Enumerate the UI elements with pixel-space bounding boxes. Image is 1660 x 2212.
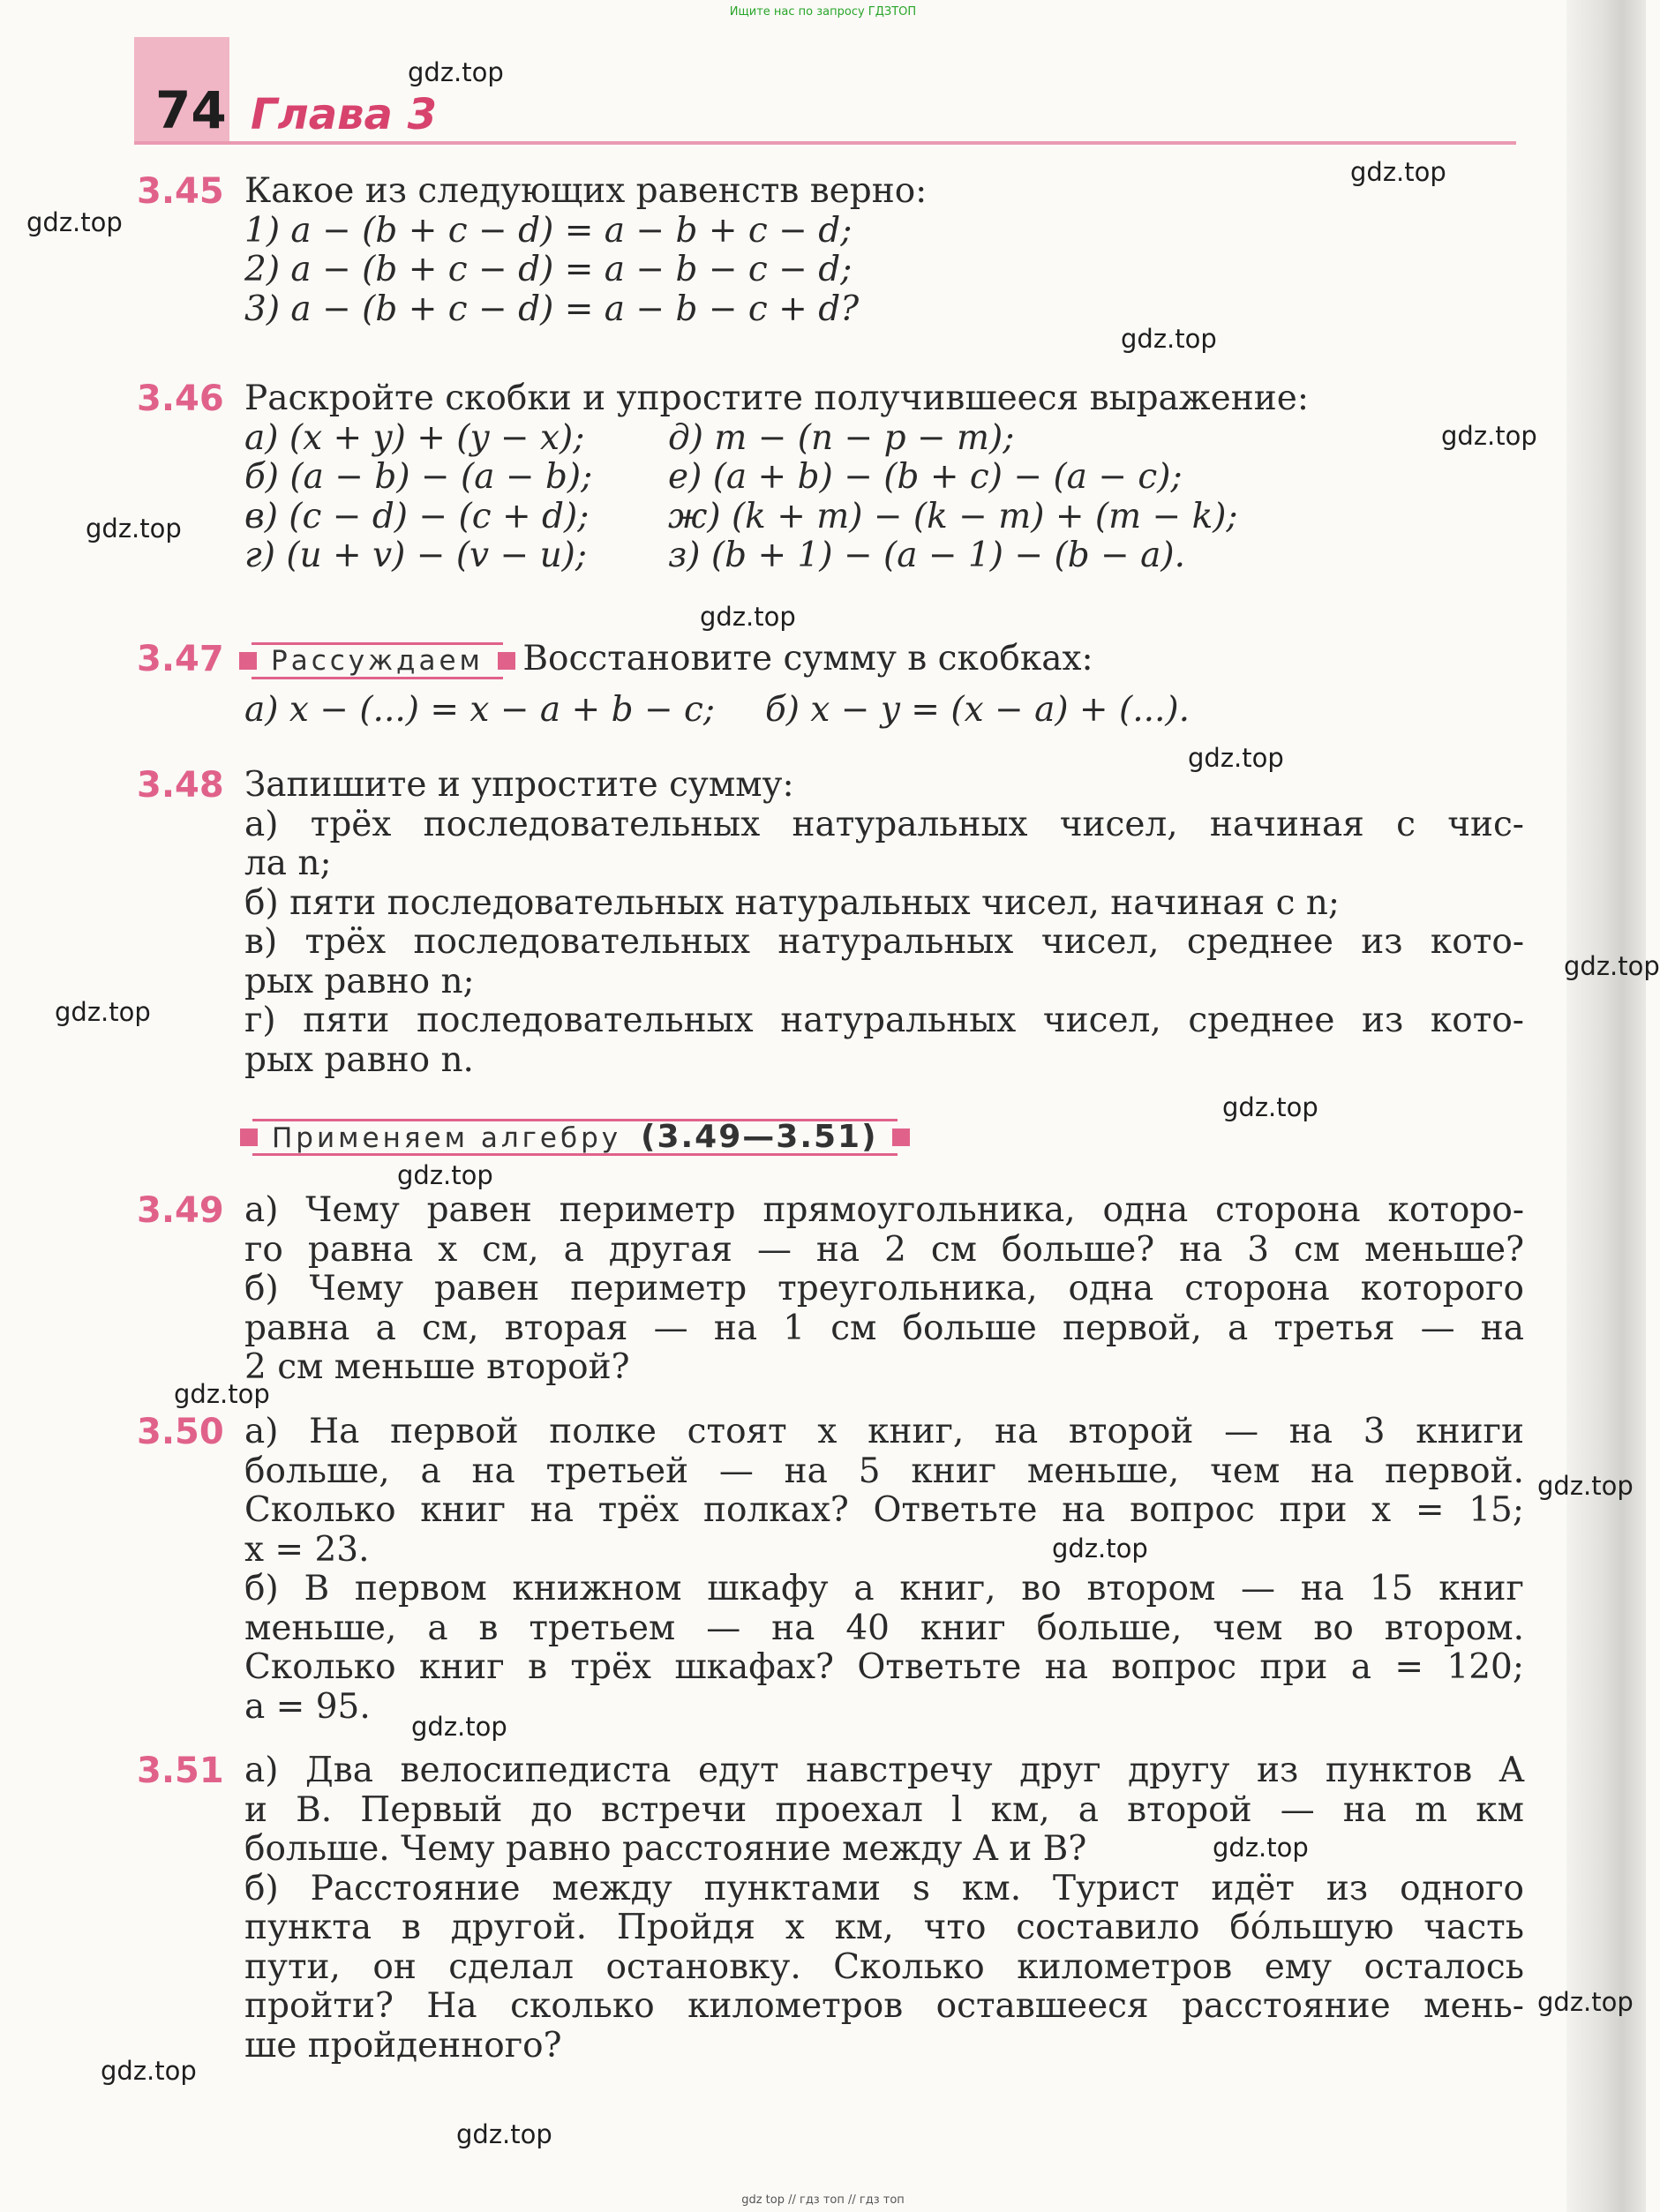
- text-line: ше пройденного?: [244, 2025, 562, 2066]
- text-line: больше. Чему равно расстояние между A и B?: [244, 1829, 1087, 1869]
- expression-item: а) x − (...) = x − a + b − c;: [244, 690, 716, 730]
- text-line: а) Чему равен периметр прямоугольника, одна сторона которо-: [244, 1190, 1524, 1230]
- reasoning-badge: Рассуждаем: [252, 642, 503, 679]
- text-line: б) Чему равен периметр треугольника, одна сторона которого: [244, 1269, 1524, 1308]
- exercise-3-45: [137, 172, 1531, 329]
- exercise-title: Раскройте скобки и упростите получившееся выражение:: [244, 379, 1309, 418]
- page-number: 74: [155, 80, 227, 140]
- exercise-3-47: [137, 640, 1531, 731]
- text-line: а) трёх последовательных натуральных чисел, начиная с чис-: [244, 804, 1524, 844]
- header-rule: [134, 141, 1516, 145]
- expression-item: е) (a + b) − (b + c) − (a − c);: [668, 457, 1183, 497]
- exercise-3-46: [137, 379, 1531, 576]
- exercise-3-48: [137, 766, 1531, 1080]
- exercise-3-51: [137, 1751, 1531, 2066]
- watermark: gdz.top: [700, 602, 796, 632]
- expression-item: з) (b + 1) − (a − 1) − (b − a).: [668, 536, 1185, 575]
- book-spine-shadow: [1566, 0, 1646, 2212]
- text-line: в) трёх последовательных натуральных чисел, среднее из кото-: [244, 922, 1524, 962]
- text-line: Сколько книг на трёх полках? Ответьте на вопрос при x = 15;: [244, 1490, 1524, 1530]
- text-line: го равна x см, а другая — на 2 см больше? на 3 см меньше?: [244, 1229, 1524, 1270]
- expression-item: в) (c − d) − (c + d);: [244, 496, 590, 536]
- watermark: gdz.top: [408, 57, 504, 87]
- text-line: Запишите и упростите сумму:: [244, 765, 794, 805]
- expression-item: а) (x + y) + (y − x);: [244, 417, 585, 458]
- expression-item: б) (a − b) − (a − b);: [244, 457, 593, 497]
- watermark: gdz.top: [1121, 324, 1217, 354]
- exercise-number: 3.46: [137, 379, 224, 419]
- text-line: x = 23.: [244, 1529, 370, 1570]
- watermark: gdz.top: [1222, 1092, 1318, 1122]
- text-line: рых равно n;: [244, 961, 475, 1001]
- top-note: Ищите нас по запросу ГДЗТОП: [729, 5, 917, 19]
- exercise-number: 3.50: [137, 1412, 224, 1452]
- watermark: gdz.top: [1213, 1833, 1309, 1863]
- section-range: (3.49—3.51): [641, 1119, 878, 1155]
- text-line: рых равно n.: [244, 1039, 474, 1080]
- text-line: 3) a − (b + c − d) = a − b − c + d?: [244, 289, 860, 329]
- watermark: gdz.top: [411, 1712, 507, 1742]
- text-line: г) пяти последовательных натуральных чисел, среднее из кото-: [244, 1001, 1524, 1040]
- watermark: gdz.top: [1188, 743, 1284, 773]
- text-line: 1) a − (b + c − d) = a − b + c − d;: [244, 210, 853, 251]
- exercise-number: 3.47: [137, 639, 224, 679]
- watermark: gdz.top: [1537, 1987, 1634, 2017]
- expression-item: г) (u + v) − (v − u);: [244, 536, 588, 575]
- text-line: больше, а на третьей — на 5 книг меньше, чем на первой.: [244, 1451, 1524, 1491]
- exercise-number: 3.45: [137, 171, 224, 212]
- exercise-number: 3.49: [137, 1190, 224, 1231]
- section-label: Применяем алгебру: [272, 1122, 622, 1154]
- text-line: 2 см меньше второй?: [244, 1347, 630, 1387]
- text-line: б) В первом книжном шкафу a книг, во втором — на 15 книг: [244, 1569, 1524, 1608]
- exercise-3-49: [137, 1191, 1531, 1388]
- watermark: gdz.top: [1350, 157, 1446, 187]
- chapter-title: Глава 3: [251, 90, 438, 139]
- text-line: а) Два велосипедиста едут навстречу друг другу из пунктов A: [244, 1751, 1524, 1790]
- bottom-note: gdz top // гдз топ // гдз топ: [741, 2193, 905, 2207]
- text-line: пункта в другой. Пройдя x км, что составило бóльшую часть: [244, 1908, 1524, 1947]
- exercise-number: 3.51: [137, 1751, 224, 1791]
- expression-item: д) m − (n − p − m);: [668, 417, 1015, 458]
- text-line: равна a см, вторая — на 1 см больше первой, а третья — на: [244, 1308, 1524, 1348]
- text-line: меньше, а в третьем — на 40 книг больше, чем во втором.: [244, 1608, 1524, 1648]
- expression-item: ж) (k + m) − (k − m) + (m − k);: [668, 496, 1238, 536]
- text-line: б) пяти последовательных натуральных чисел, начиная с n;: [244, 882, 1341, 923]
- expression-columns: [244, 419, 1531, 576]
- expression-item: б) x − y = (x − a) + (...).: [765, 690, 1191, 730]
- text-line: и B. Первый до встречи проехал l км, а второй — на m км: [244, 1789, 1524, 1830]
- text-line: пройти? На сколько километров оставшееся расстояние мень-: [244, 1986, 1524, 2026]
- exercise-title: Восстановите сумму в скобках:: [522, 639, 1093, 679]
- watermark: gdz.top: [397, 1160, 493, 1190]
- text-line: б) Расстояние между пунктами s км. Турист идёт из одного: [244, 1868, 1524, 1908]
- text-line: Какое из следующих равенств верно:: [244, 171, 928, 211]
- text-line: Сколько книг в трёх шкафах? Ответьте на вопрос при a = 120;: [244, 1647, 1524, 1687]
- watermark: gdz.top: [86, 514, 182, 544]
- section-header: [245, 1119, 906, 1156]
- watermark: gdz.top: [1537, 1471, 1634, 1501]
- text-line: 2) a − (b + c − d) = a − b − c − d;: [244, 250, 853, 289]
- watermark: gdz.top: [26, 207, 123, 237]
- watermark: gdz.top: [456, 2119, 552, 2149]
- exercise-number: 3.48: [137, 765, 224, 806]
- text-line: a = 95.: [244, 1686, 371, 1727]
- text-line: а) На первой полке стоят x книг, на второй — на 3 книги: [244, 1412, 1524, 1451]
- text-line: пути, он сделал остановку. Сколько километров ему осталось: [244, 1946, 1524, 1987]
- watermark: gdz.top: [1441, 421, 1537, 451]
- watermark: gdz.top: [55, 997, 151, 1027]
- watermark: gdz.top: [174, 1379, 270, 1409]
- exercise-3-50: [137, 1413, 1531, 1727]
- watermark: gdz.top: [1564, 951, 1660, 981]
- text-line: ла n;: [244, 844, 332, 883]
- watermark: gdz.top: [1052, 1533, 1148, 1563]
- watermark: gdz.top: [101, 2056, 197, 2086]
